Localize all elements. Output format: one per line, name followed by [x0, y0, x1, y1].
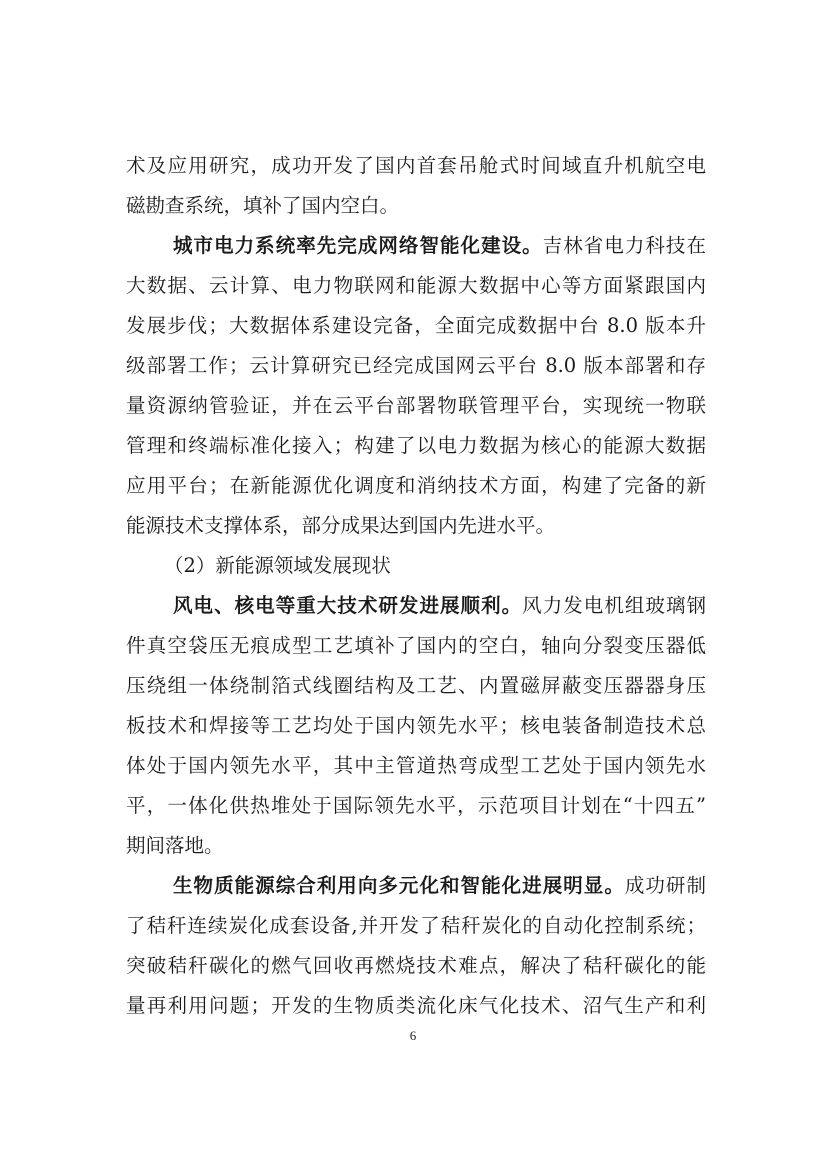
paragraph-lead: 城市电力系统率先完成网络智能化建设。 — [173, 234, 543, 257]
paragraph-biomass — [126, 866, 706, 1026]
text-line: 压绕组一体绕制箔式线圈结构及工艺、内置磁屏蔽变压器器身压 — [126, 674, 706, 697]
text-line: 量再利用问题；开发的生物质类流化床气化技术、沼气生产和利 — [126, 994, 706, 1017]
text-line: 突破秸秆碳化的燃气回收再燃烧技术难点，解决了秸秆碳化的能 — [126, 954, 706, 977]
text-line: 平，一体化供热堆处于国际领先水平，示范项目计划在“十四五” — [126, 794, 706, 817]
paragraph-power-system — [126, 226, 706, 546]
text-line: 了秸秆连续炭化成套设备,并开发了秸秆炭化的自动化控制系统； — [126, 914, 706, 937]
paragraph-lead: 生物质能源综合利用向多元化和智能化进展明显。 — [173, 874, 625, 897]
text-line: 管理和终端标准化接入；构建了以电力数据为核心的能源大数据 — [126, 434, 706, 457]
text-line: 应用平台；在新能源优化调度和消纳技术方面，构建了完备的新 — [126, 474, 706, 497]
text-line: 磁勘查系统，填补了国内空白。 — [126, 194, 400, 217]
text-line: 大数据、云计算、电力物联网和能源大数据中心等方面紧跟国内 — [126, 274, 706, 297]
text-line: 术及应用研究，成功开发了国内首套吊舱式时间域直升机航空电 — [126, 154, 706, 177]
text-line: 板技术和焊接等工艺均处于国内领先水平；核电装备制造技术总 — [126, 714, 706, 737]
text-line: 体处于国内领先水平，其中主管道热弯成型工艺处于国内领先水 — [126, 754, 706, 777]
body-text — [126, 146, 706, 1026]
paragraph-continuation — [126, 146, 706, 226]
text-line: 城市电力系统率先完成网络智能化建设。吉林省电力科技在 — [173, 234, 706, 257]
text-line: 期间落地。 — [126, 834, 224, 857]
page-number: 6 — [409, 1028, 417, 1043]
text-line: 生物质能源综合利用向多元化和智能化进展明显。成功研制 — [173, 874, 706, 897]
text-line: 能源技术支撑体系，部分成果达到国内先进水平。 — [126, 514, 556, 537]
section-heading — [126, 546, 706, 586]
text-line: 件真空袋压无痕成型工艺填补了国内的空白，轴向分裂变压器低 — [126, 634, 706, 657]
text-line: 风电、核电等重大技术研发进展顺利。风力发电机组玻璃钢 — [173, 594, 706, 617]
text-line: 量资源纳管验证，并在云平台部署物联管理平台，实现统一物联 — [126, 394, 706, 417]
paragraph-lead: 风电、核电等重大技术研发进展顺利。 — [173, 594, 523, 617]
text-line: 级部署工作；云计算研究已经完成国网云平台 8.0 版本部署和存 — [126, 354, 706, 377]
text-line: 发展步伐；大数据体系建设完备，全面完成数据中台 8.0 版本升 — [126, 314, 706, 337]
heading-new-energy: （2）新能源领域发展现状 — [164, 554, 391, 577]
paragraph-wind-nuclear — [126, 586, 706, 866]
